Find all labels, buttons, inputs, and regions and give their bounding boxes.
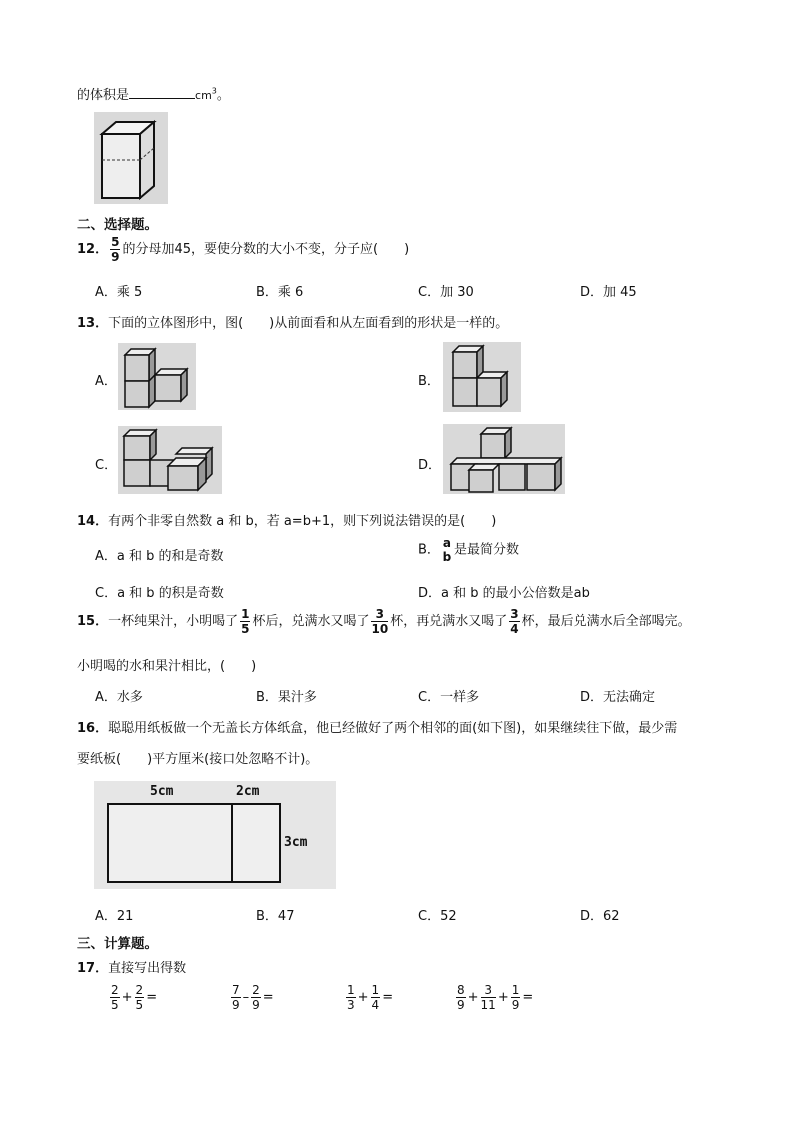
equals: =: [522, 990, 534, 1005]
q14-option-b-num: a: [442, 536, 452, 550]
num: 7: [232, 983, 240, 997]
den: 9: [511, 998, 520, 1012]
q13-figure-c[interactable]: [118, 426, 222, 494]
q16-label-3cm: 3cm: [284, 835, 308, 850]
q15-f3-num: 3: [510, 607, 519, 621]
equals: =: [262, 990, 274, 1005]
q15-number: 15．: [77, 614, 109, 629]
fraction: [346, 984, 356, 1011]
num: 2: [135, 983, 144, 997]
q15-f3-den: 4: [510, 622, 519, 636]
q14-option-c[interactable]: C．a 和 b 的积是奇数: [95, 586, 224, 601]
q14-option-a[interactable]: A．a 和 b 的和是奇数: [95, 549, 224, 564]
q16-text-1: 聪聪用纸板做一个无盖长方体纸盒，他已经做好了两个相邻的面(如下图)，如果继续往下做，最少需: [108, 721, 678, 736]
q15-text-4: 杯，最后兑满水后全部喝完。: [521, 614, 691, 629]
q15-f1-num: 1: [241, 607, 250, 621]
q15-stem-line2: 小明喝的水和果汁相比，( ): [77, 659, 257, 674]
q15-text-1: 一杯纯果汁，小明喝了: [108, 614, 239, 629]
fraction: [251, 984, 261, 1011]
q16-number: 16．: [77, 721, 109, 736]
q15-text-2: 杯后，兑满水又喝了: [252, 614, 370, 629]
q14-text: 有两个非零自然数 a 和 b，若 a=b+1，则下列说法错误的是( ): [108, 514, 497, 529]
q11-prefix: 的体积是: [77, 88, 130, 103]
num: 2: [252, 983, 260, 997]
q13-number: 13．: [77, 316, 109, 331]
q15-option-b[interactable]: B．果汁多: [256, 690, 317, 705]
q13-label-b[interactable]: B．: [418, 374, 440, 389]
operator: +: [121, 990, 133, 1005]
q17-expression-2[interactable]: [229, 984, 274, 1011]
operator: +: [467, 990, 479, 1005]
q12-frac-num: 5: [111, 235, 120, 249]
q17-text: 直接写出得数: [108, 961, 187, 976]
q12-fraction: [110, 236, 120, 263]
q15-option-c[interactable]: C．一样多: [418, 690, 480, 705]
section-2-heading: 二、选择题。: [77, 217, 158, 233]
operator: +: [497, 990, 509, 1005]
q15-text-3: 杯，再兑满水又喝了: [390, 614, 508, 629]
fraction: [371, 984, 381, 1011]
q13-figure-a[interactable]: [118, 343, 196, 410]
q16-stem-line1: [77, 717, 677, 736]
q16-option-c[interactable]: C．52: [418, 909, 457, 924]
num: 1: [347, 983, 355, 997]
q14-option-d[interactable]: D．a 和 b 的最小公倍数是ab: [418, 586, 590, 601]
q17-expression-1[interactable]: [108, 984, 157, 1011]
q16-option-b[interactable]: B．47: [256, 909, 295, 924]
den: 9: [252, 998, 260, 1012]
q14-number: 14．: [77, 514, 109, 529]
q11-unit-sup: 3: [211, 86, 217, 96]
equals: =: [382, 990, 394, 1005]
q12-option-b[interactable]: B．乘 6: [256, 285, 304, 300]
q13-figure-b[interactable]: [443, 342, 521, 412]
num: 1: [511, 983, 520, 997]
fraction: [135, 984, 145, 1011]
q13-label-a[interactable]: A．: [95, 374, 117, 389]
q14-option-b-suffix: 是最简分数: [454, 542, 520, 558]
q13-label-d[interactable]: D．: [418, 458, 442, 473]
q15-f1-den: 5: [241, 622, 250, 636]
den: 4: [371, 998, 380, 1012]
den: 9: [457, 998, 465, 1012]
equals: =: [146, 990, 158, 1005]
q16-label-5cm: 5cm: [150, 784, 174, 799]
q16-figure: [94, 781, 336, 889]
answer-blank[interactable]: [129, 86, 195, 99]
den: 9: [232, 998, 240, 1012]
q17-expression-4[interactable]: [454, 984, 533, 1011]
q12-frac-den: 9: [111, 250, 120, 264]
den: 11: [480, 998, 496, 1012]
q14-stem: [77, 510, 496, 529]
q17-number: 17．: [77, 961, 109, 976]
q15-option-d[interactable]: D．无法确定: [580, 690, 656, 705]
q14-option-b-fraction: [442, 537, 452, 563]
q12-text: 的分母加45，要使分数的大小不变，分子应( ): [122, 242, 410, 257]
q12-option-c[interactable]: C．加 30: [418, 285, 474, 300]
q16-option-d[interactable]: D．62: [580, 909, 620, 924]
q15-stem-line1: [77, 608, 691, 635]
num: 8: [457, 983, 465, 997]
fraction: [481, 984, 496, 1011]
q15-fraction-3: [509, 608, 519, 635]
q17-expression-3[interactable]: [344, 984, 393, 1011]
q12-option-a[interactable]: A．乘 5: [95, 285, 143, 300]
q15-fraction-2: [371, 608, 388, 635]
q14-option-b-prefix: B．: [418, 542, 440, 558]
num: 1: [371, 983, 380, 997]
cuboid-figure: [94, 112, 168, 204]
den: 5: [135, 998, 144, 1012]
fraction: [456, 984, 466, 1011]
q13-text: 下面的立体图形中，图( )从前面看和从左面看到的形状是一样的。: [108, 316, 509, 331]
q15-f2-num: 3: [371, 608, 388, 622]
q12-stem: [77, 236, 409, 263]
q14-option-b[interactable]: [418, 537, 519, 563]
q15-f2-den: 10: [371, 622, 389, 636]
den: 5: [111, 998, 119, 1012]
q14-option-b-den: b: [442, 550, 452, 564]
q11-unit: cm: [195, 89, 212, 102]
q11-tail: [77, 84, 230, 103]
q15-option-a[interactable]: A．水多: [95, 690, 143, 705]
num: 2: [111, 983, 119, 997]
operator: –: [242, 990, 250, 1005]
fraction: [231, 984, 241, 1011]
section-3-heading: 三、计算题。: [77, 936, 158, 952]
fraction: [110, 984, 120, 1011]
q12-number: 12．: [77, 242, 109, 257]
q12-option-d[interactable]: D．加 45: [580, 285, 637, 300]
operator: +: [357, 990, 369, 1005]
q16-label-2cm: 2cm: [236, 784, 260, 799]
q16-stem-line2: 要纸板( )平方厘米(接口处忽略不计)。: [77, 752, 319, 767]
q16-option-a[interactable]: A．21: [95, 909, 134, 924]
q13-label-c[interactable]: C．: [95, 458, 118, 473]
q17-stem: [77, 957, 186, 976]
fraction: [511, 984, 521, 1011]
q13-stem: [77, 312, 508, 331]
q15-fraction-1: [240, 608, 250, 635]
num: 3: [481, 984, 496, 998]
q11-end: 。: [216, 88, 230, 103]
den: 3: [347, 998, 355, 1012]
q13-figure-d[interactable]: [443, 424, 565, 494]
